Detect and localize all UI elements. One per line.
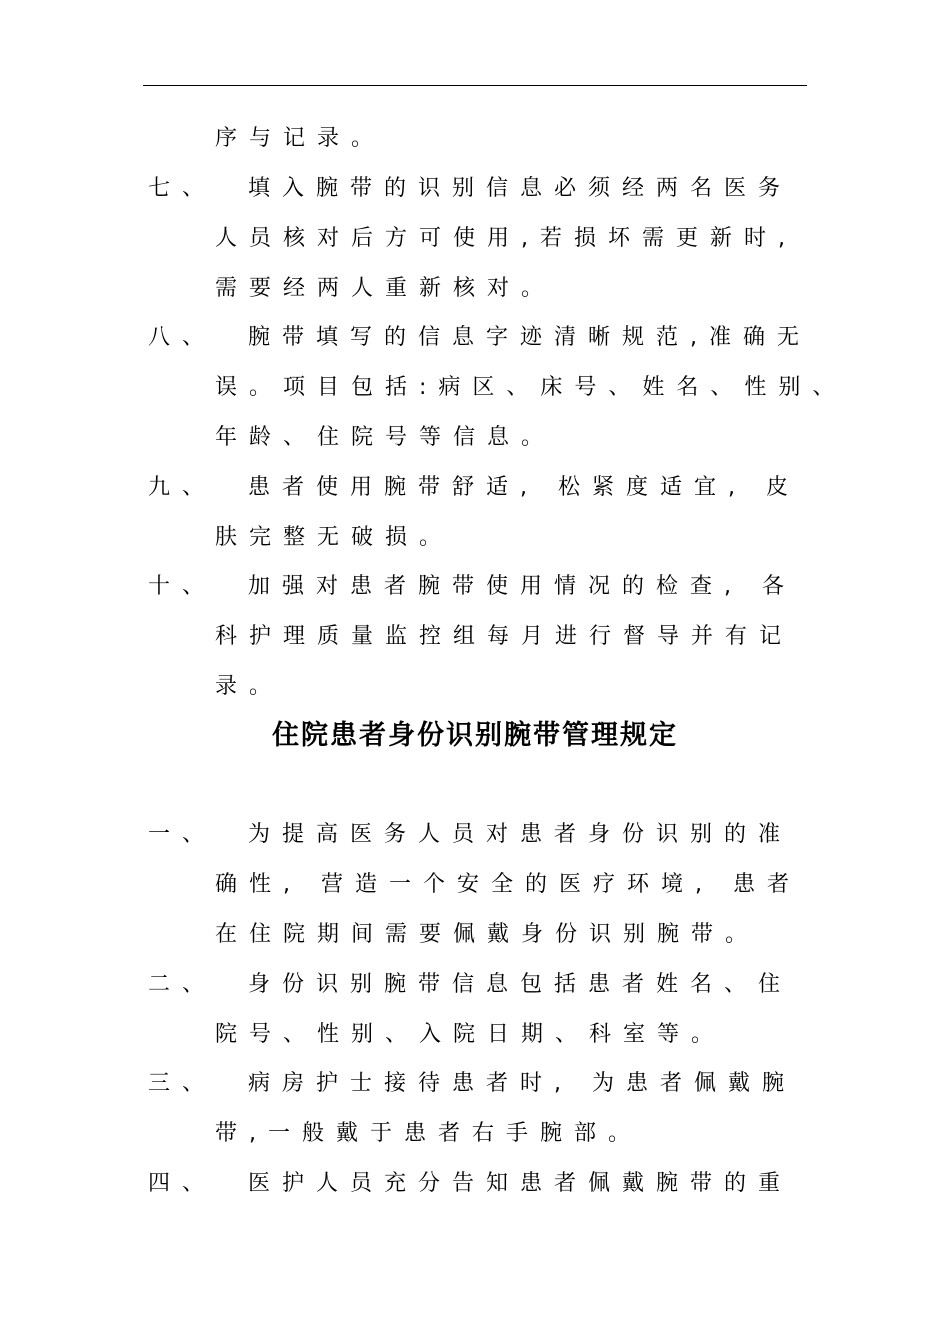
continuation-line: 序与记录。 [215,126,386,151]
item-text-line: 人员核对后方可使用,若损坏需更新时, [215,226,797,251]
item-text-line: 年龄、住院号等信息。 [215,425,556,450]
item-text-line: 肤完整无破损。 [215,525,454,550]
item-text-line: 科护理质量监控组每月进行督导并有记 [215,624,794,649]
item-number: 七、 [148,176,217,201]
item-text-line: 误。项目包括:病区、床号、姓名、性别、 [215,375,847,400]
item-number: 一、 [148,822,217,847]
item-text-line: 病房护士接待患者时, 为患者佩戴腕 [248,1071,796,1096]
item-text-line: 院号、性别、入院日期、科室等。 [215,1022,726,1047]
item-text-line: 患者使用腕带舒适, 松紧度适宜, 皮 [248,475,800,500]
item-number: 二、 [148,972,217,997]
item-text-line: 录。 [215,674,284,699]
item-text-line: 加强对患者腕带使用情况的检查, 各 [248,574,796,599]
header-rule [143,85,807,86]
item-text-line: 在住院期间需要佩戴身份识别腕带。 [215,922,760,947]
document-title: 住院患者身份识别腕带管理规定 [272,720,678,751]
item-number: 三、 [148,1071,217,1096]
item-text-line: 身份识别腕带信息包括患者姓名、住 [248,972,793,997]
item-number: 十、 [148,574,217,599]
item-text-line: 确性, 营造一个安全的医疗环境, 患者 [215,872,801,897]
item-text-line: 医护人员充分告知患者佩戴腕带的重 [248,1171,793,1196]
item-text-line: 需要经两人重新核对。 [215,276,556,301]
item-text-line: 腕带填写的信息字迹清晰规范,准确无 [248,325,811,350]
item-number: 八、 [148,325,217,350]
item-text-line: 填入腕带的识别信息必须经两名医务 [248,176,793,201]
item-number: 九、 [148,475,217,500]
item-text-line: 为提高医务人员对患者身份识别的准 [248,822,793,847]
item-number: 四、 [148,1171,217,1196]
item-text-line: 带,一般戴于患者右手腕部。 [215,1121,642,1146]
